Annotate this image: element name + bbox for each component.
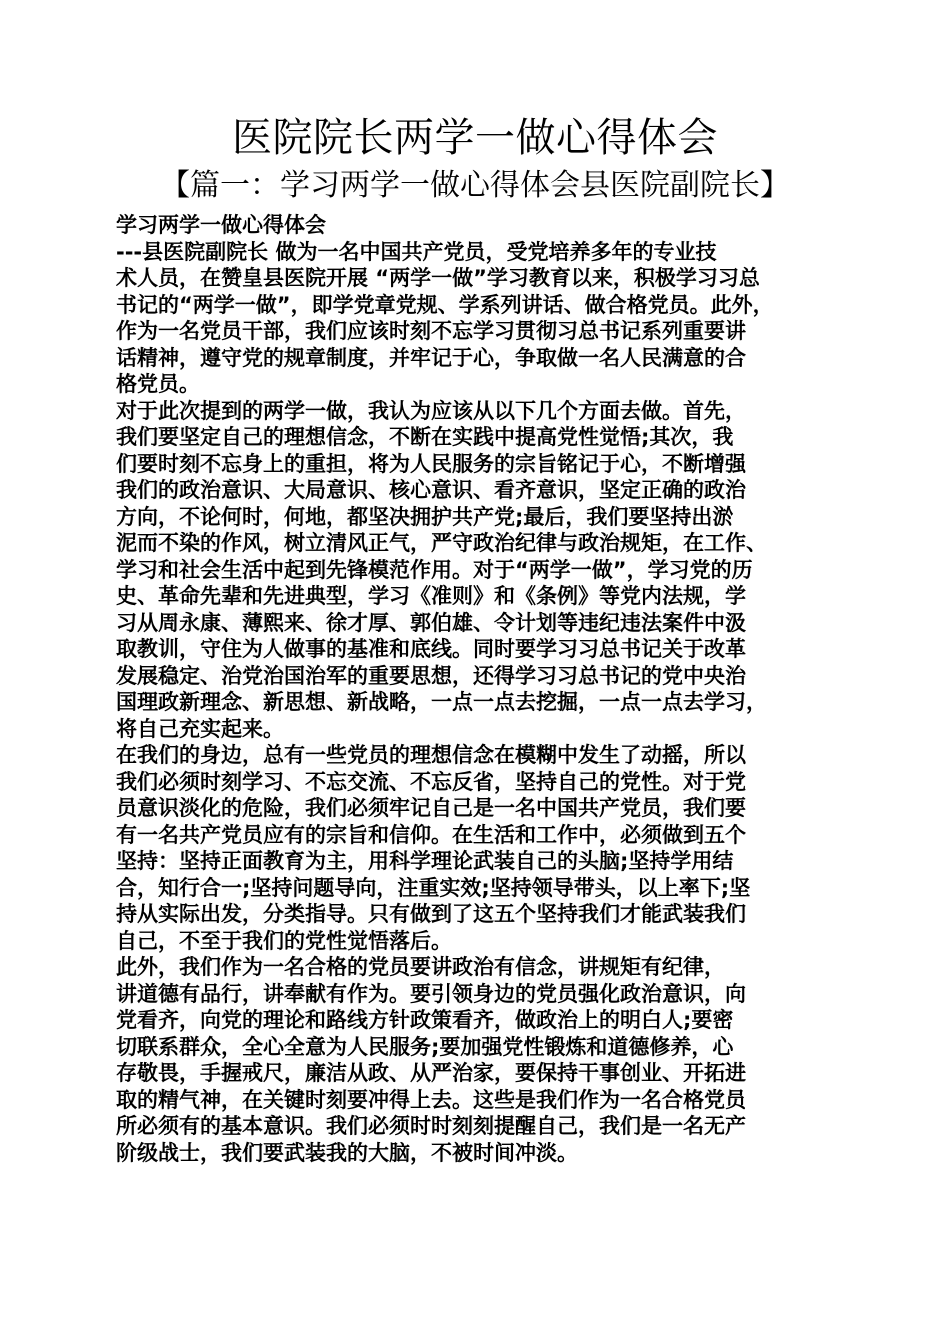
document-subtitle: 【篇一：学习两学一做心得体会县医院副院长】 xyxy=(160,168,790,203)
body-line: 国理政新理念、新思想、新战略，一点一点去挖掘，一点一点去学习， xyxy=(116,690,767,714)
body-line: 术人员，在赞皇县医院开展 “两学一做”学习教育以来，积极学习习总 xyxy=(116,266,760,290)
body-line: 坚持：坚持正面教育为主，用科学理论武装自己的头脑;坚持学用结 xyxy=(116,849,734,873)
body-line: 自己，不至于我们的党性觉悟落后。 xyxy=(116,928,452,953)
body-line: 切联系群众，全心全意为人民服务;要加强党性锻炼和道德修养，心 xyxy=(116,1034,734,1059)
body-line: 史、革命先辈和先进典型，学习《准则》和《条例》等党内法规，学 xyxy=(116,584,746,608)
body-line: 此外，我们作为一名合格的党员要讲政治有信念，讲规矩有纪律， xyxy=(116,955,725,979)
body-line: 所必须有的基本意识。我们必须时时刻刻提醒自己，我们是一名无产 xyxy=(116,1114,746,1138)
body-line: 持从实际出发，分类指导。只有做到了这五个坚持我们才能武装我们 xyxy=(116,902,746,926)
body-line: 格党员。 xyxy=(116,372,200,396)
body-line: 作为一名党员干部，我们应该时刻不忘学习贯彻习总书记系列重要讲 xyxy=(116,319,746,343)
body-line: 我们必须时刻学习、不忘交流、不忘反省，坚持自己的党性。对于党 xyxy=(116,769,746,794)
body-line: 党看齐，向党的理论和路线方针政策看齐，做政治上的明白人;要密 xyxy=(116,1008,734,1032)
body-line: 存敬畏，手握戒尺，廉洁从政、从严治家，要保持干事创业、开拓进 xyxy=(116,1061,746,1085)
body-line: 取的精气神，在关键时刻要冲得上去。这些是我们作为一名合格党员 xyxy=(116,1087,746,1112)
body-line: 习从周永康、薄熙来、徐才厚、郭伯雄、令计划等违纪违法案件中汲 xyxy=(116,610,746,635)
body-line: 阶级战士，我们要武装我的大脑，不被时间冲淡。 xyxy=(116,1140,578,1165)
body-line: 员意识淡化的危险，我们必须牢记自己是一名中国共产党员，我们要 xyxy=(116,796,746,820)
document-body xyxy=(116,212,840,1166)
body-line: 讲道德有品行，讲奉献有作为。要引领身边的党员强化政治意识，向 xyxy=(116,981,746,1006)
body-line: 对于此次提到的两学一做，我认为应该从以下几个方面去做。首先， xyxy=(116,398,746,423)
body-line: 方向，不论何时，何地，都坚决拥护共产党;最后，我们要坚持出淤 xyxy=(116,504,734,529)
body-line: 们要时刻不忘身上的重担，将为人民服务的宗旨铭记于心，不断增强 xyxy=(116,451,746,476)
body-line: 泥而不染的作风，树立清风正气，严守政治纪律与政治规矩，在工作、 xyxy=(116,531,767,555)
body-line: 学习和社会生活中起到先锋模范作用。对于“两学一做”，学习党的历 xyxy=(116,557,753,582)
body-line: 有一名共产党员应有的宗旨和信仰。在生活和工作中，必须做到五个 xyxy=(116,822,746,847)
document-title: 医院院长两学一做心得体会 xyxy=(232,115,718,161)
body-line: 书记的“两学一做”，即学党章党规、学系列讲话、做合格党员。此外， xyxy=(116,292,774,317)
body-line: 我们要坚定自己的理想信念，不断在实践中提高党性觉悟;其次，我 xyxy=(116,425,734,449)
body-line: 话精神，遵守党的规章制度，并牢记于心，争取做一名人民满意的合 xyxy=(116,345,746,370)
body-line: 在我们的身边，总有一些党员的理想信念在模糊中发生了动摇，所以 xyxy=(116,743,746,767)
body-line: 我们的政治意识、大局意识、核心意识、看齐意识，坚定正确的政治 xyxy=(116,478,746,502)
body-line: 将自己充实起来。 xyxy=(116,716,284,741)
body-line: ---县医院副院长 做为一名中国共产党员，受党培养多年的专业技 xyxy=(116,239,717,264)
body-line: 学习两学一做心得体会 xyxy=(116,213,326,237)
body-line: 发展稳定、治党治国治军的重要思想，还得学习习总书记的党中央治 xyxy=(116,663,746,688)
body-line: 合，知行合一;坚持问题导向，注重实效;坚持领导带头，以上率下;坚 xyxy=(116,875,751,900)
body-line: 取教训，守住为人做事的基准和底线。同时要学习习总书记关于改革 xyxy=(116,637,746,661)
